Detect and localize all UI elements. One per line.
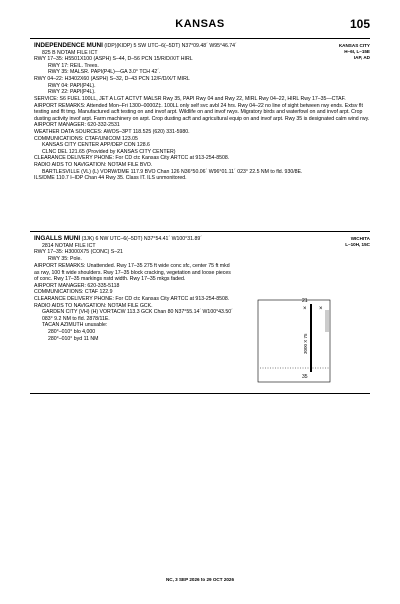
airport2-tacan: TACAN AZIMUTH unusable: — [42, 322, 108, 329]
airport2-garden-city: GARDEN CITY (VH) (H) VORTACW 113.3 GCK Chan 80 N37°55.14´ W100°43.50´ 083° 9.2 NM to fld. 2878/11E. — [42, 309, 233, 322]
page-footer: NC, 3 SEP 2026 to 29 OCT 2026 — [165, 577, 235, 582]
airport2-chart-refs: L–10H, 15C — [345, 242, 370, 247]
airport1-radio: RADIO AIDS TO NAVIGATION: NOTAM FILE BVO. — [34, 161, 153, 168]
airport1-rwy-17: RWY 17: REIL. Trees. — [48, 62, 99, 69]
page-number: 105 — [349, 17, 370, 31]
airport1-bartlesville: BARTLESVILLE (VL) (L) VORW/DME 117.9 BVO Chan 126 N36°50.06´ W96°01.11´ 023° 22.5 NM to fld. 930/8E. — [42, 168, 303, 175]
airport1-remarks: AIRPORT REMARKS: Attended Mon–Fri 1300–0000Z‡. 100LL only self svc avbl 24 hrs. Rwy 04–22 no line of sight between rwy ends. Extsv flt testing and flt tmg. Manufactured acft testing on and invof arpt. Wildlife on and invof rwys. Migratory birds and waterfowl on and invof arpt. Crop dusting activity invof arpt. Farm machinery on arpt. Crop dusting acft and agricultural equip on and invof arpt. Rwy 35 is designated calm wind rwy. — [34, 102, 370, 122]
airport1-manager: AIRPORT MANAGER: 620-332-2531 — [34, 122, 120, 129]
airport1-weather: WEATHER DATA SOURCES: AWOS–3PT 118.525 (620) 331-5980. — [34, 128, 190, 135]
runway-17-35 — [310, 304, 312, 372]
terrain-patch — [325, 310, 329, 332]
airport2-details — [34, 263, 234, 342]
airport1-clnc: CLNC DEL 121.65 (Provided by KANSAS CITY CENTER) — [42, 148, 176, 155]
entry-divider — [30, 393, 370, 394]
airport2-corner — [345, 236, 370, 248]
airport1-clearance: CLEARANCE DELIVERY PHONE: For CD ctc Kansas City ARTCC at 913-254-8508. — [34, 155, 230, 162]
airport2-rwy-17-35: RWY 17–35: H3000X75 (CONC) S–21 — [34, 249, 123, 256]
state-title: KANSAS — [175, 18, 225, 30]
airport1-chart-refs: H–6I, L–15E — [344, 49, 370, 54]
runway-end-top: 21 — [302, 298, 308, 304]
airport2-diagram — [250, 292, 350, 390]
airport2-tacan-1: 280°–010° blo 4,000 — [48, 328, 96, 335]
airport2-region: WICHITA — [350, 236, 370, 241]
obstruction-mark: × — [303, 306, 307, 312]
runway-end-bottom: 35 — [302, 374, 308, 380]
airport1-comms: COMMUNICATIONS: CTAF/UNICOM 123.05 — [34, 135, 138, 142]
airport2-tacan-2: 280°–010° byd 11 NM — [48, 335, 99, 342]
airport2-elev: 2814 NOTAM FILE ICT — [42, 242, 96, 249]
airport1-rwy-17-35: RWY 17–35: H5501X100 (ASPH) S–44, D–56 PCN 15/R/D/X/T HIRL — [34, 56, 193, 63]
airport2-radio: RADIO AIDS TO NAVIGATION: NOTAM FILE GCK. — [34, 302, 153, 309]
airport1-ident: (IDP)(KIDP) 5 SW UTC–6(–5DT) N37°09.48´ W95°46.74´ — [104, 43, 237, 49]
airport2-remarks: AIRPORT REMARKS: Unattended. Rwy 17–35 275 ft wide conc sfc, center 75 ft mkd as rwy, 100 ft wide shoulders. Rwy 17–35 block cracking, vegetation and loose pieces of conc. Rwy 17–35 markings nstd width. Rwy 17–35 mkgs faded. — [34, 263, 231, 283]
airport1-corner — [339, 43, 370, 61]
obstruction-mark: × — [319, 306, 323, 312]
airport1-name[interactable]: INDEPENDENCE MUNI — [34, 42, 103, 49]
page-header — [30, 18, 370, 34]
entry-divider — [30, 231, 370, 232]
airport1-region: KANSAS CITY — [338, 43, 370, 48]
airport2-ident: (3JK) 6 NW UTC–6(–5DT) N37°54.41´ W100°31.89´ — [81, 236, 202, 242]
airport1-procedures: IAP, AD — [353, 55, 370, 60]
airport1-service: SERVICE: S6 FUEL 100LL, JET A LGT ACTVT MALSR Rwy 35, PAPI Rwy 04 and Rwy 22, MIRL Rwy 04–22, HIRL Rwy 17–35—CTAF. — [34, 96, 346, 102]
airport1-rwy-35: RWY 35: MALSR. PAPI(P4L)—GA 3.0° TCH 42´. — [48, 69, 161, 76]
airport1-entry — [34, 43, 324, 96]
airport1-rwy-22: RWY 22: PAPI(P4L). — [48, 89, 96, 96]
diagram-frame — [258, 300, 330, 382]
runway-length-label: 3000 X 75 — [303, 333, 308, 354]
airport2-clearance: CLEARANCE DELIVERY PHONE: For CD ctc Kansas City ARTCC at 913-254-8508. — [34, 295, 230, 302]
airport2-comms: COMMUNICATIONS: CTAF 122.9 — [34, 289, 113, 296]
airport1-rwy-04-22: RWY 04–22: H3402X60 (ASPH) S–32, D–43 PCN 12/F/D/X/T MIRL — [34, 75, 190, 82]
airport1-rwy-04: RWY 04: PAPI(P4L). — [48, 82, 96, 89]
airport2-manager: AIRPORT MANAGER: 620-335-5118 — [34, 282, 120, 289]
airport1-details — [34, 96, 370, 182]
airport1-ils: ILS/DME 110.7 I–IDP Chan 44 Rwy 35. Class IT. ILS unmonitored. — [34, 175, 187, 182]
airport2-entry — [34, 236, 324, 262]
header-rule — [30, 38, 370, 39]
airport2-rwy-35: RWY 35: Pole. — [48, 255, 82, 262]
airport2-name[interactable]: INGALLS MUNI — [34, 235, 81, 242]
airport1-elev: 825 B NOTAM FILE ICT — [42, 49, 98, 56]
airport1-approach: KANSAS CITY CENTER APP/DEP CON 128.6 — [42, 142, 150, 149]
